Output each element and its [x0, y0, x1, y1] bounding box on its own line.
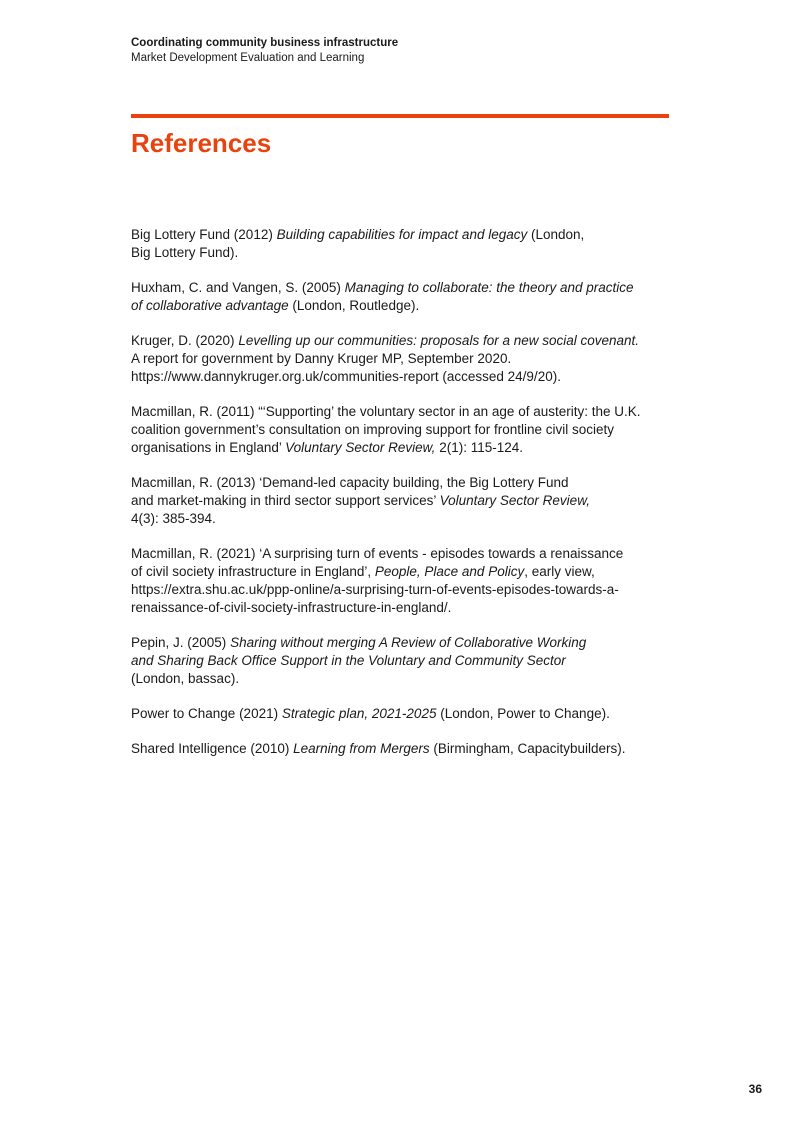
- reference-url: https://www.dannykruger.org.uk/communities-report (accessed 24/9/20).: [131, 369, 561, 384]
- report-subtitle: Market Development Evaluation and Learning: [131, 52, 365, 64]
- reference-item: Huxham, C. and Vangen, S. (2005) Managing to collaborate: the theory and practice of collaborative advantage (London, Routledge).: [131, 280, 634, 313]
- reference-list: [131, 226, 676, 775]
- reference-item: Macmillan, R. (2011) “‘Supporting’ the voluntary sector in an age of austerity: the U.K. coalition government’s consultation on improving support for frontline civil society organisations in England’ Voluntary Sector Review, 2(1): 115-124.: [131, 404, 641, 455]
- page-title: References: [131, 128, 272, 158]
- running-header: [131, 36, 691, 66]
- reference-item: Shared Intelligence (2010) Learning from Mergers (Birmingham, Capacitybuilders).: [131, 741, 626, 756]
- reference-item: Power to Change (2021) Strategic plan, 2021-2025 (London, Power to Change).: [131, 706, 610, 721]
- reference-item: Big Lottery Fund (2012) Building capabilities for impact and legacy (London, Big Lottery Fund).: [131, 227, 585, 260]
- reference-item: Macmillan, R. (2013) ‘Demand-led capacity building, the Big Lottery Fund and market-making in third sector support services’ Voluntary Sector Review, 4(3): 385-394.: [131, 475, 590, 526]
- reference-item: Pepin, J. (2005) Sharing without merging A Review of Collaborative Working and Sharing Back Office Support in the Voluntary and Community Sector (London, bassac).: [131, 635, 587, 686]
- reference-url: https://extra.shu.ac.uk/ppp-online/a-surprising-turn-of-events-episodes-towards-a-: [131, 582, 619, 597]
- report-title: Coordinating community business infrastructure: [131, 37, 399, 49]
- reference-item: Macmillan, R. (2021) ‘A surprising turn of events - episodes towards a renaissance of civil society infrastructure in England’, People, Place and Policy, early view, https://extra.shu.ac.uk/ppp-online/a-surprising-turn-of-events-episodes-towards-a- renaissance-of-civil-society-infrastructure-in-england/.: [131, 546, 624, 615]
- title-rule: [131, 114, 669, 118]
- reference-item: Kruger, D. (2020) Levelling up our communities: proposals for a new social covenant. A report for government by Danny Kruger MP, September 2020. https://www.dannykruger.org.uk/communities-report (accessed 24/9/20).: [131, 333, 640, 384]
- page-number: 36: [748, 1082, 762, 1096]
